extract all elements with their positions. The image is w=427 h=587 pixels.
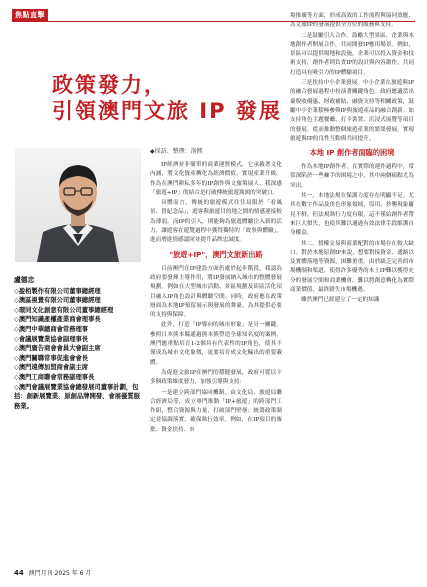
paragraph: 三是扶持中小企業發展。中小企業在旅遊與IP的融合發展過程中扮演著關鍵角色。政府應適當出臺稅收優惠、財政補貼、融資支持等相關政策，鼓勵中小企業積極參與IP與旅遊產品的融合創新。如支持角色主題餐廳、打卡裝置、沉浸式展覽等項目的發展，從而推動整個旅遊產業的繁榮發展，實現旅遊與IP的良性互動與共同提升。	[290, 80, 414, 142]
paragraph: 二是鼓勵引入合作。鼓勵大型景區、企業與本地創作者開展合作，共同開發IP應用場景。例如，景區可以提供場地和設施，企業可以投入資金和技術支持，創作者則負責IP的設計與內容創作，共同打造具有吸引力的IP體驗項目。	[290, 32, 414, 76]
subheading-creator-difficulties: 本地 IP 創作者面臨的困境	[309, 148, 395, 158]
title-line-1: 政策發力，	[52, 73, 167, 97]
paragraph: 具體而言，傳統的旅遊模式往往局限於「看風景、買紀念品」，遊客與旅遊目的地之間的情感連接較為薄弱。而IP的引入，則能夠為旅遊體驗注入新的活力，讓遊客在遊覽過程中獲得獨特的「故事與體驗」，進而增進情感認同並提升品牌忠誠度。	[150, 200, 282, 244]
page-number: 44	[14, 569, 24, 577]
bio-item: ◇盈栢製作有限公司董事總經理	[14, 287, 101, 295]
paragraph: 目前澳門在IP建設方面仍處於起步階段，我認為政府要發揮主導作用，將IP發展納入城市的整體發展規劃。例如在大型城市活動、景區規劃及街區活化項目融入IP角色設計與體驗空間。同時，政府應在政策層面為本地IP預留展示與發展的舞臺，為其提供必要的支持與保障。	[150, 265, 282, 319]
bio-name: 盧德忠	[14, 276, 35, 284]
bio-item: ◇會議展覽業協會副理事長	[14, 335, 89, 343]
article-column-3	[290, 12, 414, 306]
paragraph: 為促進文旅IP在澳門的穩健發展，政府可從以下多個政策維度發力，加強引導與支持：	[150, 369, 282, 386]
bio-item: ◇澳門遠傳加盟商會副主席	[14, 364, 89, 372]
title-line-2: 引領澳門文旅 IP 發展	[52, 99, 282, 123]
paragraph: 其二，授權交易與商業配對的市場存在較大缺口。對於本地原創IP來說，想要對接資金、通路以及實體落地等資源，困難重重。由於缺乏完善的市場機制和渠道，使得許多優秀的本土IP難以獲得充分的發展空間和商業機會，難以將創意轉化為實際商業價值，最終錯失市場機遇。	[290, 240, 414, 294]
paragraph: 作為本地IP創作者，在實際的運作過程中，常常深陷於一些棘手的困境之中，其中兩個痛點尤為突出。	[290, 164, 414, 189]
author-bio	[14, 276, 140, 411]
paragraph: 其一，本地法規在保護力度存在明顯不足。尤其在數字作品及角色形象領域，盜用、抄襲現象屢見不鮮，但法規執行力度有限，這不僅給創作者帶來巨大損失，也使其難以通過有效法律手段維護自身權益。	[290, 193, 414, 237]
portrait-illustration	[15, 148, 141, 262]
byline: ◆採訪、整理：洛熙	[150, 148, 203, 155]
bio-item: ◇澳門會議展覽業協會總發展司董事計劃，包括：創新展覽業、原創品牌開發、會展優質服務業。	[14, 383, 140, 410]
paragraph: 此外，打造「IP導向的城市形象」是另一關鍵。參照日本熊本縣通過熊本熊塑造全球知名度的案例，澳門應重點培育1-2個具有代表性的IP角色，使其不僅成為城市文化象徵，更要培育成文化輸出的重要載體。	[150, 322, 282, 366]
portrait-photo	[15, 148, 141, 262]
section-tab: 焦點直擊	[12, 9, 48, 21]
paragraph: 場推廣等方面，形成高效的工作流程與協同效應，為文旅IP的發展提供全方位的服務與支持。	[290, 13, 414, 29]
bio-item: ◇澳門中華總商會常務理事	[14, 325, 89, 333]
subheading-tourism-ip: "旅遊+IP"，澳門文旅新出路	[169, 249, 263, 259]
article-column-2	[150, 161, 282, 435]
bio-item: ◇澳門廣告商會會員大會副主席	[14, 345, 101, 353]
page-title	[52, 72, 292, 124]
page-footer	[14, 568, 91, 577]
bio-item: ◇澳區視覺有限公司董事總經理	[14, 297, 101, 305]
paragraph: 雖然澳門已經建立了一定的知識	[301, 297, 380, 304]
bio-item: ◇澳門關聯常事促進會會長	[14, 354, 89, 362]
paragraph: IP經濟並非簡單的商業運營模式，它承載著文化內涵，將文化資產轉化為經濟價值，實現產業升級。作為在澳門耕耘多年的IP創作與文旅策展人，我深感「旅遊+IP」的結合是打破傳統旅遊瓶頸的突破口。	[150, 162, 282, 196]
bio-item: ◇澳門知識產權產業商會理事長	[14, 316, 101, 324]
bio-item: ◇澳門工商聯會常務副理事長	[14, 373, 95, 381]
bio-item: ◇環同文化創意有限公司董事總經理	[14, 306, 114, 314]
publication-name: 澳門月刊 2025 年 6 月	[28, 570, 92, 577]
paragraph: 一是建立跨部門協同機制。由文化局、旅遊局聯合經濟局等，成立專門推動「IP+旅遊」的跨部門工作組，整合資源與力量，打破部門壁壘；統籌政策制定並協調落實，確保執行效率。例如，在IP項目的審批、資金扶持、市	[150, 389, 282, 433]
